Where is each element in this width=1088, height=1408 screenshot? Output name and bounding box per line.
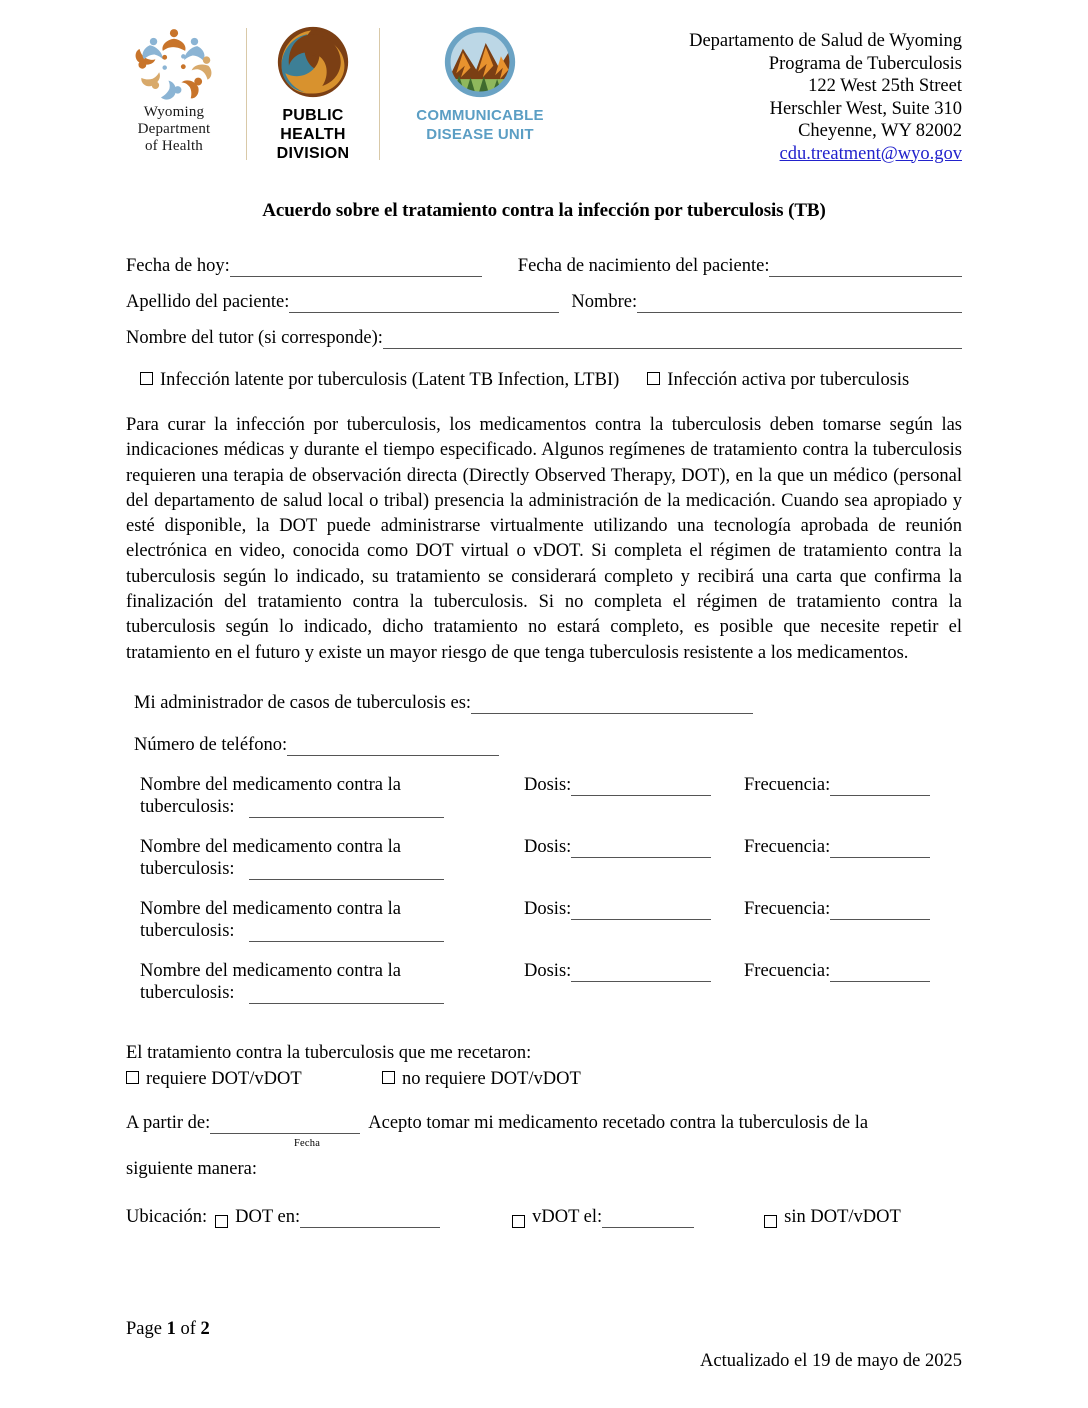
medication-name-label-line-1: Nombre del medicamento contra la <box>140 774 401 795</box>
medication-dose-group <box>524 898 711 920</box>
wyoming-department-of-health-logo <box>122 22 226 155</box>
dose-input[interactable] <box>571 777 711 796</box>
page-of: of <box>180 1319 196 1339</box>
medication-name-label-line-2: tuberculosis: <box>140 858 235 879</box>
row-case-manager <box>126 692 962 714</box>
medication-name-group <box>140 960 490 1004</box>
medication-name-label-line-2: tuberculosis: <box>140 982 235 1003</box>
accept-statement-text: Acepto tomar mi medicamento recetado contra la tuberculosis de la <box>368 1112 869 1133</box>
wyoming-logo-line-1: Wyoming <box>143 104 205 120</box>
option-requires-dot[interactable] <box>126 1068 382 1090</box>
dot-at-input[interactable] <box>300 1209 440 1228</box>
phd-logo-line-2: HEALTH <box>280 126 346 143</box>
communicable-disease-unit-text <box>416 106 543 144</box>
row-start-date <box>126 1112 962 1149</box>
guardian-label: Nombre del tutor (si corresponde): <box>126 328 383 348</box>
medication-row <box>126 774 962 836</box>
frequency-input[interactable] <box>830 963 930 982</box>
phone-label: Número de teléfono: <box>134 734 288 755</box>
checkbox-no-dot-icon[interactable] <box>764 1215 777 1228</box>
following-manner-text: siguiente manera: <box>126 1158 257 1179</box>
medication-frequency-group <box>744 774 930 796</box>
option-latent-tb-label: Infección latente por tuberculosis (Latent TB Infection, LTBI) <box>160 370 620 390</box>
start-date-input[interactable] <box>210 1115 360 1134</box>
treatment-explanation-paragraph: Para curar la infección por tuberculosis, los medicamentos contra la tuberculosis deben tomarse según las indicaciones médicas y durante el tiempo especificado. Algunos regímenes de tratamiento contra la tuberculosis requieren una terapia de observación directa (Directly Observed Therapy, DOT), en la que un médico (personal del departamento de salud local o tribal) presencia la administración de la medicación. Cuando sea apropiado y esté disponible, la DOT puede administrarse virtualmente utilizando una tecnología aprobada de reunión electrónica en video, conocida como DOT virtual o vDOT. Si completa el régimen de tratamiento contra la tuberculosis según lo indicado, su tratamiento se considerará completo y recibirá una carta que confirma la finalización del tratamiento contra la tuberculosis. Si no completa el régimen de tratamiento contra la tuberculosis según lo indicado, dicho tratamiento no estará completo, es posible que necesite repetir el tratamiento en el futuro y existe un mayor riesgo de que tenga tuberculosis resistente a los medicamentos. <box>126 415 962 663</box>
address-line-2: Programa de Tuberculosis <box>768 53 962 74</box>
logo-divider-1 <box>246 28 247 160</box>
page-total: 2 <box>200 1319 210 1339</box>
guardian-input[interactable] <box>383 330 962 349</box>
dose-input[interactable] <box>571 901 711 920</box>
checkbox-requires-dot-icon[interactable] <box>126 1071 139 1084</box>
document-header <box>0 0 1088 180</box>
medication-name-group <box>140 836 490 880</box>
checkbox-latent-tb-icon[interactable] <box>140 372 153 385</box>
medication-name-input[interactable] <box>249 861 444 880</box>
medication-name-label-line-2: tuberculosis: <box>140 796 235 817</box>
row-guardian <box>126 327 962 349</box>
wyoming-people-circle-icon <box>126 22 222 102</box>
option-not-requires-dot-label: no requiere DOT/vDOT <box>402 1068 581 1089</box>
dob-label: Fecha de nacimiento del paciente: <box>517 256 770 276</box>
frequency-input[interactable] <box>830 777 930 796</box>
medication-name-label-line-1: Nombre del medicamento contra la <box>140 836 401 857</box>
phd-logo-line-3: DIVISION <box>276 145 350 162</box>
cdu-logo-line-2: DISEASE UNIT <box>426 126 534 143</box>
row-location-options <box>126 1206 962 1228</box>
today-date-label: Fecha de hoy: <box>126 256 230 276</box>
vdot-on-label: vDOT el: <box>532 1206 603 1227</box>
option-not-requires-dot[interactable] <box>382 1068 581 1090</box>
frequency-input[interactable] <box>830 901 930 920</box>
medication-frequency-group <box>744 836 930 858</box>
communicable-disease-unit-logo <box>400 22 560 144</box>
medication-dose-group <box>524 774 711 796</box>
page-number-footer <box>126 1319 210 1340</box>
last-name-input[interactable] <box>289 294 559 313</box>
medication-name-input[interactable] <box>249 923 444 942</box>
first-name-input[interactable] <box>637 294 962 313</box>
address-line-3: 122 West 25th Street <box>808 76 962 96</box>
medication-dose-group <box>524 960 711 982</box>
swirl-circle-icon <box>276 24 350 100</box>
medication-name-label-line-1: Nombre del medicamento contra la <box>140 898 401 919</box>
frequency-input[interactable] <box>830 839 930 858</box>
option-requires-dot-label: requiere DOT/vDOT <box>146 1068 302 1089</box>
logo-group <box>122 22 560 163</box>
checkbox-active-tb-icon[interactable] <box>647 372 660 385</box>
location-label: Ubicación: <box>126 1206 208 1227</box>
row-dates <box>126 255 962 277</box>
dot-options <box>126 1068 962 1090</box>
medication-name-input[interactable] <box>249 985 444 1004</box>
medication-name-label-line-1: Nombre del medicamento contra la <box>140 960 401 981</box>
dose-label: Dosis: <box>524 960 572 981</box>
medication-name-group <box>140 774 490 818</box>
address-line-4: Herschler West, Suite 310 <box>769 98 962 119</box>
address-line-5: Cheyenne, WY 82002 <box>798 121 962 141</box>
case-manager-input[interactable] <box>471 695 753 714</box>
wyoming-logo-line-2: Department <box>137 121 211 137</box>
option-active-tb[interactable] <box>647 369 909 391</box>
page-title: Acuerdo sobre el tratamiento contra la infección por tuberculosis (TB) <box>262 200 826 221</box>
dose-label: Dosis: <box>524 836 572 857</box>
dose-label: Dosis: <box>524 898 572 919</box>
cdu-logo-line-1: COMMUNICABLE <box>416 107 544 124</box>
wyoming-logo-text <box>138 104 211 155</box>
medication-row <box>126 898 962 960</box>
checkbox-vdot-on-icon[interactable] <box>512 1215 525 1228</box>
public-health-division-logo <box>267 22 359 163</box>
dose-input[interactable] <box>571 963 711 982</box>
contact-email-link[interactable]: cdu.treatment@wyo.gov <box>779 143 962 164</box>
dose-input[interactable] <box>571 839 711 858</box>
today-date-input[interactable] <box>230 258 482 277</box>
first-name-label: Nombre: <box>571 292 638 312</box>
option-active-tb-label: Infección activa por tuberculosis <box>667 370 910 390</box>
medication-frequency-group <box>744 960 930 982</box>
last-name-label: Apellido del paciente: <box>126 292 290 312</box>
phd-logo-line-1: PUBLIC <box>282 107 344 124</box>
page-prefix: Page <box>126 1319 162 1339</box>
public-health-division-text <box>277 106 350 163</box>
dose-label: Dosis: <box>524 774 572 795</box>
logo-divider-2 <box>379 28 380 160</box>
dot-requirement-section <box>126 1042 962 1228</box>
agency-address-block <box>689 30 962 165</box>
frequency-label: Frecuencia: <box>744 898 831 919</box>
medication-row <box>126 960 962 1022</box>
checkbox-not-requires-dot-icon[interactable] <box>382 1071 395 1084</box>
medication-row <box>126 836 962 898</box>
wyoming-logo-line-3: of Health <box>144 138 204 154</box>
frequency-label: Frecuencia: <box>744 836 831 857</box>
mountain-circle-icon <box>441 24 519 100</box>
address-line-1: Departamento de Salud de Wyoming <box>689 31 962 51</box>
dob-input[interactable] <box>769 258 962 277</box>
phone-input[interactable] <box>287 737 499 756</box>
form-content <box>126 255 962 1228</box>
medication-frequency-group <box>744 898 930 920</box>
medication-name-label-line-2: tuberculosis: <box>140 920 235 941</box>
frequency-label: Frecuencia: <box>744 774 831 795</box>
row-names <box>126 291 962 313</box>
frequency-label: Frecuencia: <box>744 960 831 981</box>
medication-dose-group <box>524 836 711 858</box>
dot-at-label: DOT en: <box>235 1206 301 1227</box>
infection-type-options <box>126 369 962 391</box>
medication-list <box>126 774 962 1022</box>
page-current: 1 <box>166 1319 176 1339</box>
start-date-hint: Fecha <box>294 1137 321 1149</box>
medication-name-input[interactable] <box>249 799 444 818</box>
updated-date-footer: Actualizado el 19 de mayo de 2025 <box>700 1351 962 1371</box>
case-manager-label: Mi administrador de casos de tuberculosis es: <box>134 692 472 713</box>
checkbox-dot-at-icon[interactable] <box>215 1215 228 1228</box>
vdot-on-input[interactable] <box>602 1209 694 1228</box>
no-dot-label: sin DOT/vDOT <box>784 1206 901 1227</box>
dot-intro-text: El tratamiento contra la tuberculosis que me recetaron: <box>126 1042 532 1063</box>
row-phone <box>126 734 962 756</box>
start-date-label: A partir de: <box>126 1112 211 1133</box>
option-latent-tb[interactable] <box>140 369 619 391</box>
medication-name-group <box>140 898 490 942</box>
